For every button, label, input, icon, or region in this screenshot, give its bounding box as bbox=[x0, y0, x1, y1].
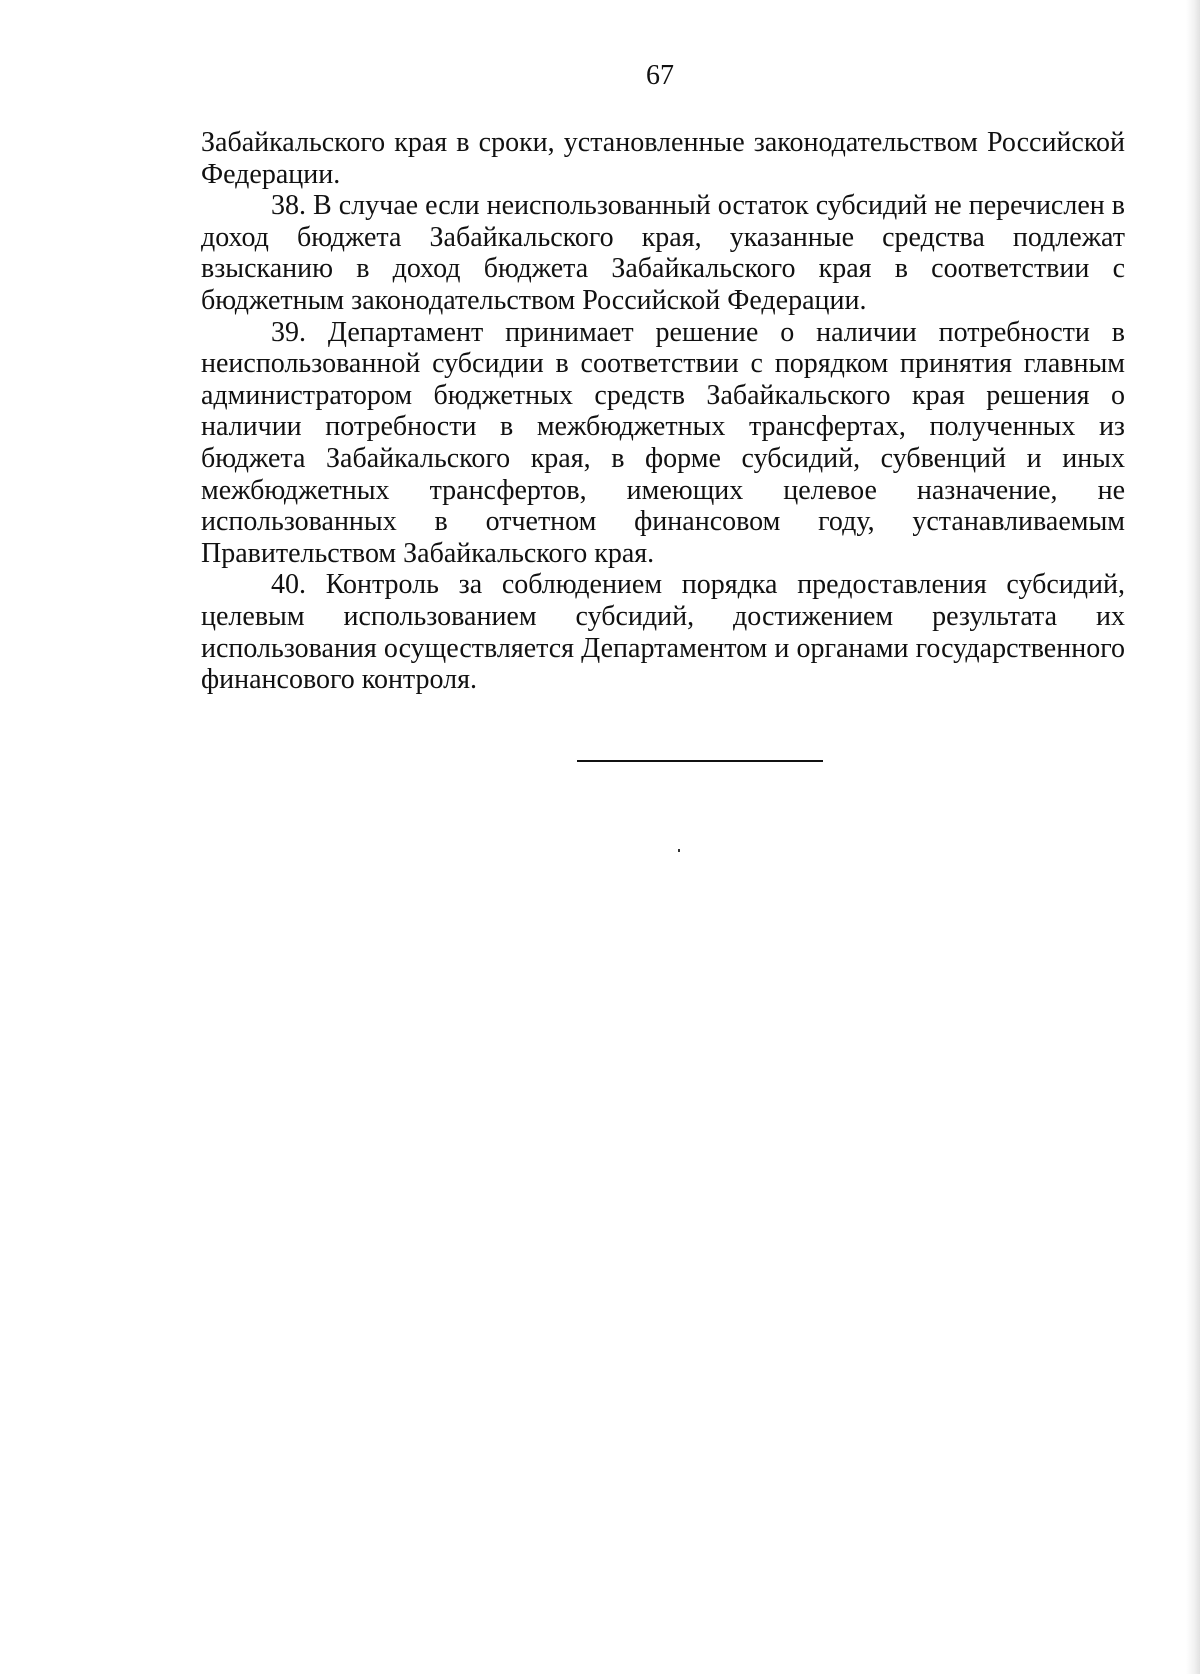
scan-speck bbox=[678, 849, 680, 852]
paragraph-item-40: 40. Контроль за соблюдением порядка предоставления субсидий, целевым использованием субсидий, достижением результата их использования осуществляется Департаментом и органами государственного финансового контроля. bbox=[201, 569, 1125, 696]
document-body bbox=[201, 127, 1125, 696]
paragraph-continuation: Забайкальского края в сроки, установленные законодательством Российской Федерации. bbox=[201, 127, 1125, 190]
paragraph-item-38: 38. В случае если неиспользованный остаток субсидий не перечислен в доход бюджета Забайкальского края, указанные средства подлежат взысканию в доход бюджета Забайкальского края в соответствии с бюджетным законодательством Российской Федерации. bbox=[201, 190, 1125, 316]
page-number: 67 bbox=[646, 60, 674, 91]
scan-edge-shadow bbox=[1186, 0, 1200, 1674]
end-of-document-rule bbox=[577, 760, 823, 762]
paragraph-item-39: 39. Департамент принимает решение о наличии потребности в неиспользованной субсидии в соответствии с порядком принятия главным администратором бюджетных средств Забайкальского края решения о наличии потребности в межбюджетных трансфертах, полученных из бюджета Забайкальского края, в форме субсидий, субвенций и иных межбюджетных трансфертов, имеющих целевое назначение, не использованных в отчетном финансовом году, устанавливаемым Правительством Забайкальского края. bbox=[201, 316, 1125, 569]
